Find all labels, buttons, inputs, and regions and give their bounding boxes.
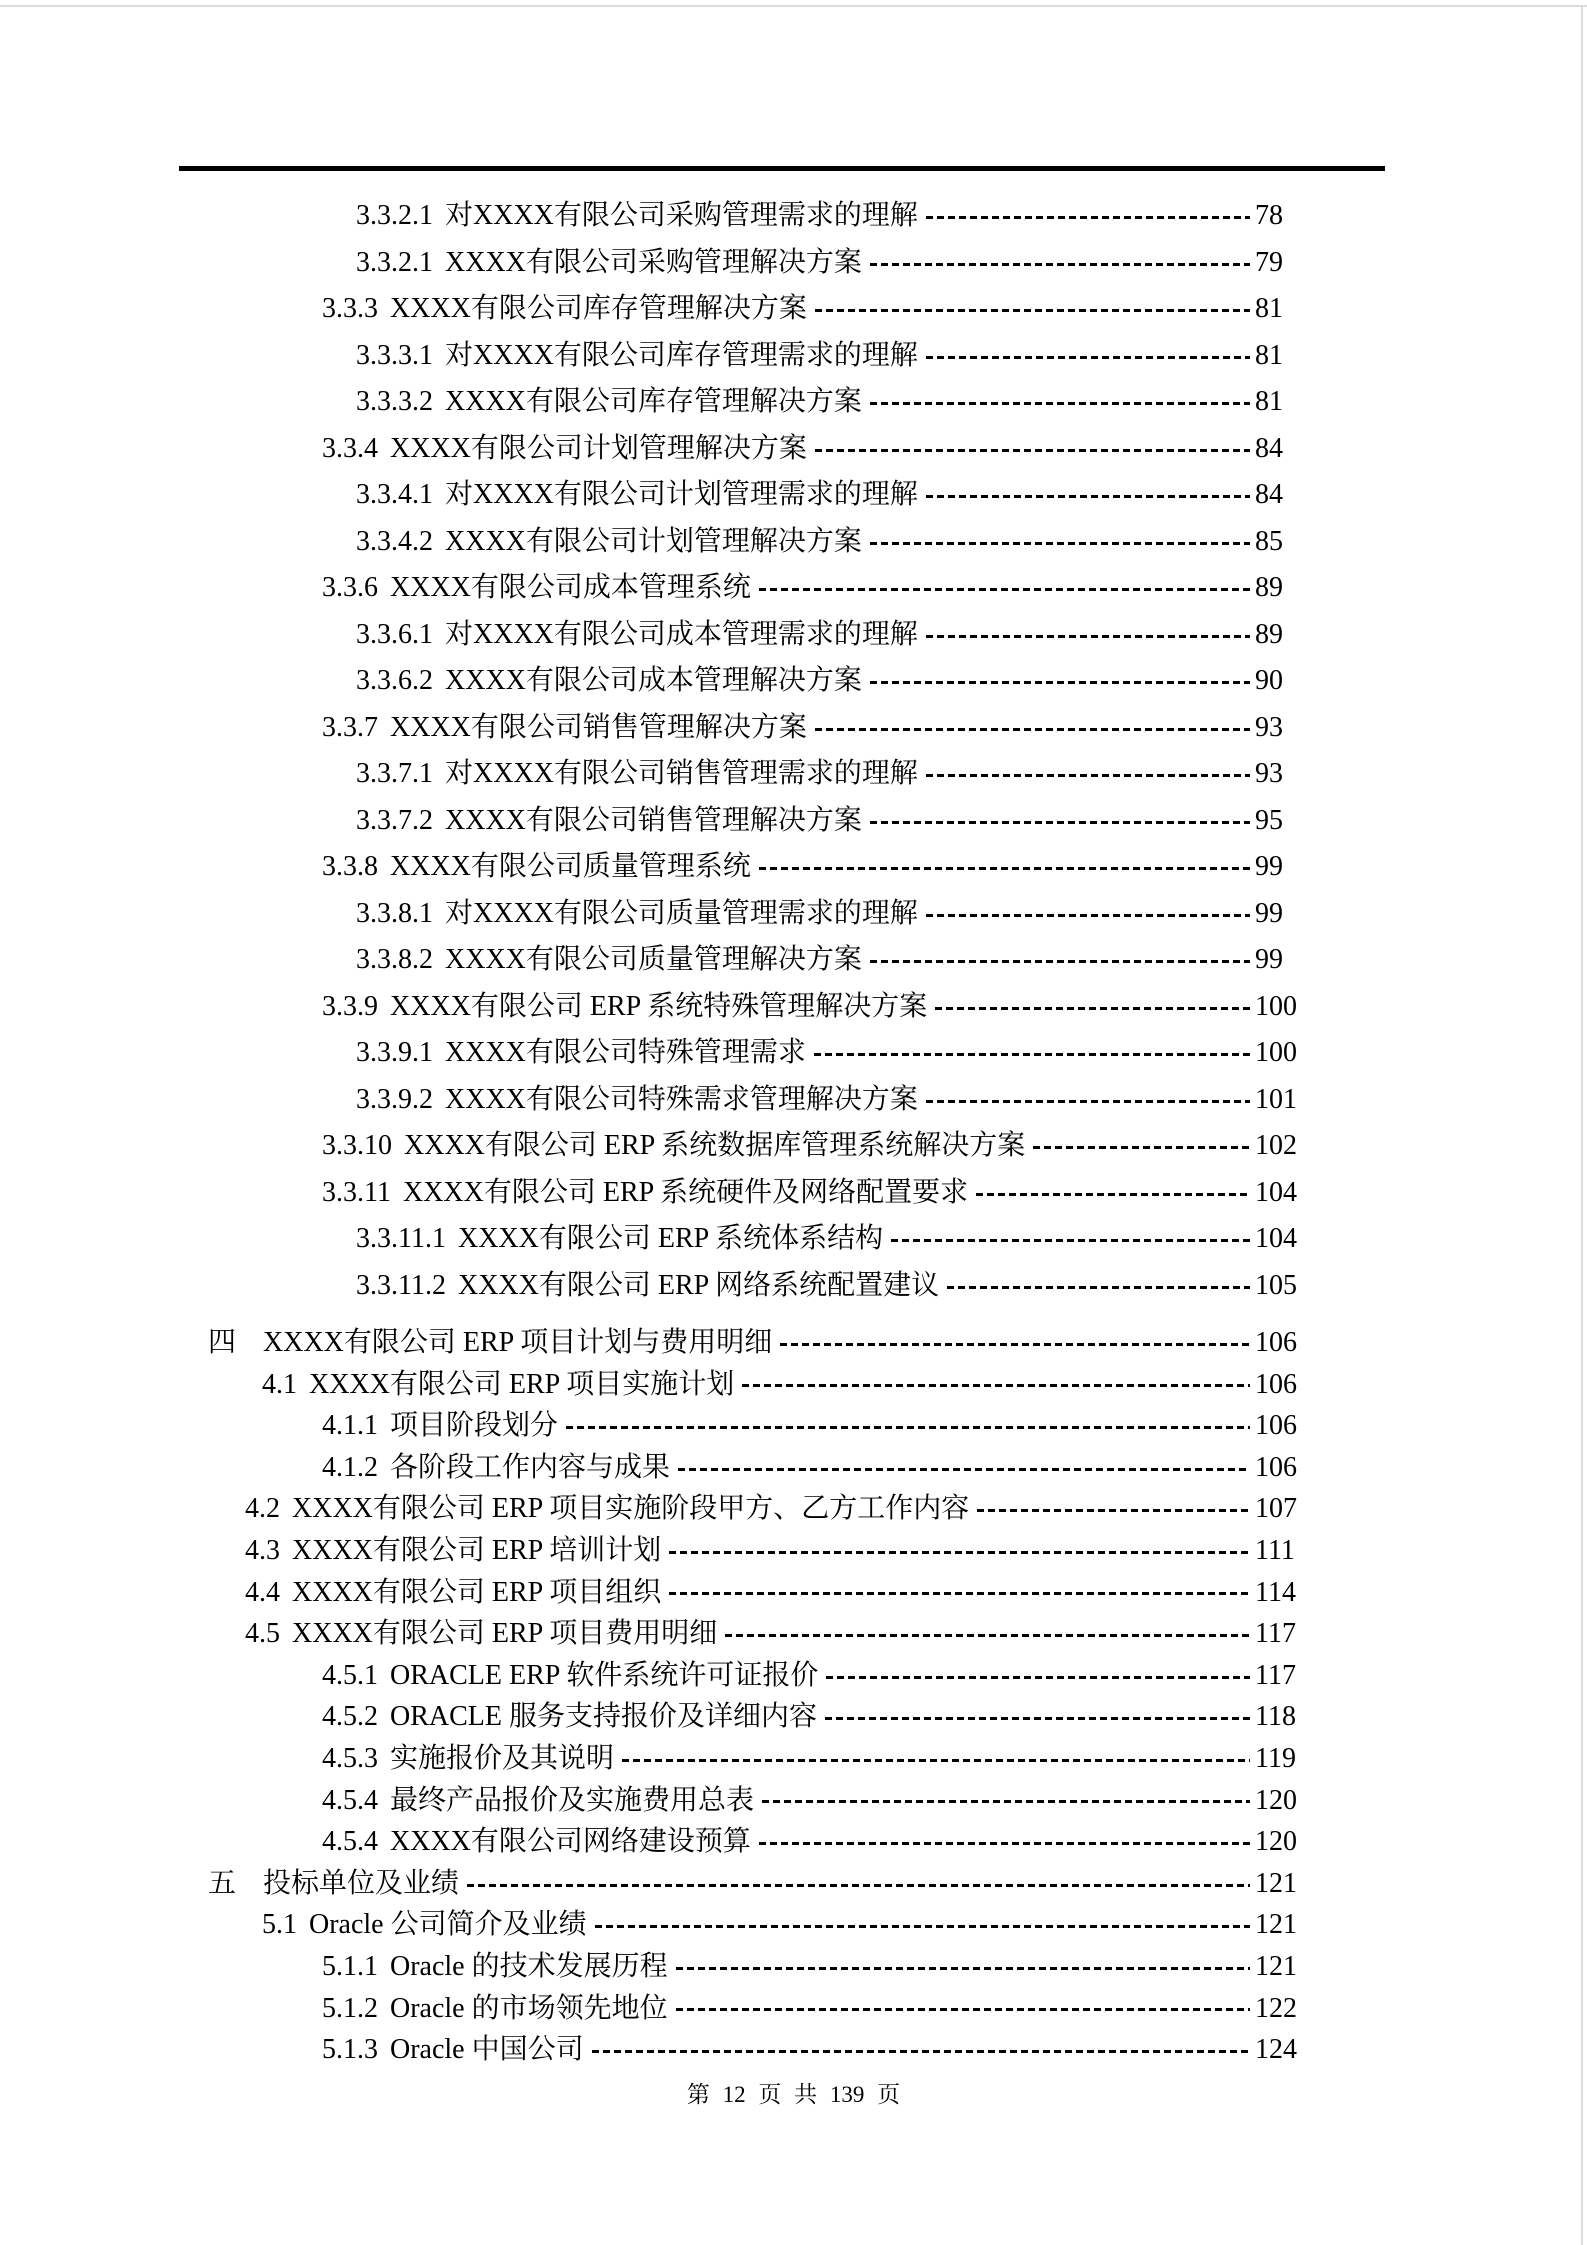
toc-entry[interactable] xyxy=(0,426,1327,473)
toc-entry-number: 4.5.4 xyxy=(322,1784,378,1816)
toc-leader-dashes xyxy=(759,565,1250,612)
toc-entry-page: 119 xyxy=(1255,1742,1296,1774)
toc-entry-page: 84 xyxy=(1255,432,1283,464)
toc-entry-number: 3.3.2.1 xyxy=(356,246,433,278)
toc-entry-number: 4.4 xyxy=(245,1576,280,1608)
toc-entry-title: XXXX有限公司成本管理系统 xyxy=(390,572,751,603)
toc-leader-dashes xyxy=(926,333,1250,380)
toc-entry[interactable] xyxy=(0,1904,1327,1946)
toc-entry-title: XXXX有限公司 ERP 系统硬件及网络配置要求 xyxy=(402,1176,969,1208)
toc-entry-page: 99 xyxy=(1255,851,1283,882)
toc-entry-page: 114 xyxy=(1255,1576,1296,1608)
toc-entry-title: XXXX有限公司特殊需求管理解决方案 xyxy=(445,1083,918,1115)
toc-leader-dashes xyxy=(1033,1123,1250,1170)
toc-entry-number: 五 xyxy=(208,1867,237,1899)
toc-entry[interactable] xyxy=(0,1123,1327,1170)
toc-entry-title: ORACLE 服务支持报价及详细内容 xyxy=(390,1701,818,1733)
toc-entry-title: XXXX有限公司库存管理解决方案 xyxy=(445,386,862,417)
toc-leader-dashes xyxy=(814,1030,1250,1077)
toc-entry[interactable] xyxy=(0,751,1327,798)
toc-entry-title: XXXX有限公司计划管理解决方案 xyxy=(390,432,807,464)
toc-entry[interactable] xyxy=(0,1613,1327,1655)
toc-leader-dashes xyxy=(870,379,1250,426)
toc-leader-dashes xyxy=(669,1530,1250,1572)
toc-leader-dashes xyxy=(467,1863,1250,1905)
toc-entry[interactable] xyxy=(0,658,1327,705)
toc-entry[interactable] xyxy=(0,891,1327,938)
toc-entry-number: 3.3.6.2 xyxy=(356,665,433,696)
toc-entry[interactable] xyxy=(0,937,1327,984)
toc-entry[interactable] xyxy=(0,1077,1327,1124)
toc-entry[interactable] xyxy=(0,1780,1327,1822)
toc-leader-dashes xyxy=(870,937,1250,984)
toc-entry-number: 3.3.8 xyxy=(322,851,378,882)
toc-leader-dashes xyxy=(566,1405,1250,1447)
toc-entry-page: 117 xyxy=(1255,1659,1296,1691)
toc-leader-dashes xyxy=(935,984,1250,1031)
toc-entry-number: 3.3.7.1 xyxy=(356,758,433,789)
toc-entry[interactable] xyxy=(0,612,1327,659)
toc-entry-page: 120 xyxy=(1255,1826,1297,1858)
toc-entry-page: 120 xyxy=(1255,1784,1297,1816)
toc-entry-page: 106 xyxy=(1255,1327,1297,1358)
toc-entry-number: 3.3.9 xyxy=(322,990,378,1022)
toc-entry-number: 3.3.4 xyxy=(322,432,378,464)
toc-entry-title: XXXX有限公司 ERP 项目计划与费用明细 xyxy=(263,1327,773,1358)
toc-leader-dashes xyxy=(976,1170,1250,1217)
toc-entry-page: 93 xyxy=(1255,711,1283,743)
toc-entry-title: XXXX有限公司 ERP 系统数据库管理系统解决方案 xyxy=(404,1130,1026,1161)
toc-leader-dashes xyxy=(926,1077,1250,1124)
toc-entry-number: 5.1.2 xyxy=(322,1992,378,2024)
toc-entry-title: Oracle 中国公司 xyxy=(390,2034,584,2066)
toc-entry-number: 3.3.3.2 xyxy=(356,386,433,417)
toc-leader-dashes xyxy=(926,193,1250,240)
toc-entry-title: 对XXXX有限公司计划管理需求的理解 xyxy=(445,479,918,510)
toc-leader-dashes xyxy=(595,1904,1250,1946)
toc-entry-page: 122 xyxy=(1255,1992,1297,2024)
toc-entry-page: 121 xyxy=(1255,1950,1297,1982)
toc-leader-dashes xyxy=(676,1988,1250,2030)
toc-leader-dashes xyxy=(926,612,1250,659)
toc-entry-title: Oracle 的市场领先地位 xyxy=(390,1992,668,2024)
toc-entry-page: 121 xyxy=(1255,1909,1297,1941)
toc-entry-title: XXXX有限公司采购管理解决方案 xyxy=(445,246,862,278)
toc-entry-number: 3.3.3 xyxy=(322,293,378,324)
toc-entry-page: 79 xyxy=(1255,246,1283,278)
toc-entry[interactable] xyxy=(0,1488,1327,1530)
toc-entry-page: 93 xyxy=(1255,758,1283,789)
toc-leader-dashes xyxy=(780,1322,1250,1364)
toc-leader-dashes xyxy=(926,472,1250,519)
toc-entry[interactable] xyxy=(0,1216,1327,1263)
toc-entry-number: 4.1 xyxy=(262,1368,297,1400)
toc-entry-number: 3.3.10 xyxy=(322,1130,392,1161)
toc-entry[interactable] xyxy=(0,1696,1327,1738)
toc-entry-number: 4.5.2 xyxy=(322,1701,378,1733)
toc-entry-page: 81 xyxy=(1255,339,1283,371)
toc-entry-title: Oracle 的技术发展历程 xyxy=(390,1950,668,1982)
toc-entry-title: XXXX有限公司 ERP 系统体系结构 xyxy=(457,1223,884,1254)
toc-entry-page: 121 xyxy=(1255,1867,1297,1899)
toc-entry-page: 81 xyxy=(1255,386,1283,417)
toc-entry-title: 实施报价及其说明 xyxy=(390,1742,615,1774)
toc-entry[interactable] xyxy=(0,1447,1327,1489)
toc-leader-dashes xyxy=(725,1613,1250,1655)
toc-entry-number: 3.3.8.1 xyxy=(356,897,433,929)
toc-entry-page: 124 xyxy=(1255,2034,1297,2066)
toc-entry-title: 对XXXX有限公司成本管理需求的理解 xyxy=(445,618,918,650)
toc-entry-number: 四 xyxy=(208,1327,237,1358)
toc-entry-title: XXXX有限公司 ERP 培训计划 xyxy=(292,1534,662,1566)
toc-leader-dashes xyxy=(947,1263,1250,1310)
scan-edge-top xyxy=(0,5,1587,7)
toc-entry-title: XXXX有限公司 ERP 网络系统配置建议 xyxy=(457,1269,940,1301)
toc-entry-title: XXXX有限公司网络建设预算 xyxy=(390,1826,751,1858)
toc-leader-dashes xyxy=(669,1572,1250,1614)
toc-leader-dashes xyxy=(815,426,1250,473)
toc-entry-page: 100 xyxy=(1255,1037,1297,1068)
toc-entry-number: 3.3.7 xyxy=(322,711,378,743)
toc-entry-number: 3.3.11.1 xyxy=(356,1223,446,1254)
toc-entry-page: 89 xyxy=(1255,618,1283,650)
toc-entry-title: XXXX有限公司 ERP 系统特殊管理解决方案 xyxy=(390,990,928,1022)
toc-entry[interactable] xyxy=(0,333,1327,380)
toc-entry[interactable] xyxy=(0,705,1327,752)
toc-entry-title: 投标单位及业绩 xyxy=(263,1867,460,1899)
toc-entry-page: 106 xyxy=(1255,1410,1297,1442)
toc-entry[interactable] xyxy=(0,1405,1327,1447)
scan-edge-right xyxy=(1581,5,1583,2245)
toc-leader-dashes xyxy=(742,1364,1250,1406)
toc-entry-title: XXXX有限公司计划管理解决方案 xyxy=(445,525,862,557)
toc-entry-page: 111 xyxy=(1255,1534,1295,1566)
toc-entry-page: 81 xyxy=(1255,293,1283,324)
toc-leader-dashes xyxy=(815,705,1250,752)
toc-entry[interactable] xyxy=(0,2029,1327,2071)
toc-entry-page: 100 xyxy=(1255,990,1297,1022)
toc-entry-page: 90 xyxy=(1255,665,1283,696)
toc-entry-number: 3.3.4.1 xyxy=(356,479,433,510)
toc-leader-dashes xyxy=(815,286,1250,333)
toc-entry[interactable] xyxy=(0,984,1327,1031)
toc-entry[interactable] xyxy=(0,1030,1327,1077)
toc-leader-dashes xyxy=(622,1738,1250,1780)
toc-entry[interactable] xyxy=(0,1738,1327,1780)
toc-entry[interactable] xyxy=(0,1322,1327,1364)
toc-entry-title: XXXX有限公司销售管理解决方案 xyxy=(390,711,807,743)
toc-entry-title: ORACLE ERP 软件系统许可证报价 xyxy=(390,1659,819,1691)
toc-entry-number: 4.2 xyxy=(245,1493,280,1525)
toc-entry-number: 4.1.1 xyxy=(322,1410,378,1442)
toc-entry[interactable] xyxy=(0,472,1327,519)
toc-entry-page: 85 xyxy=(1255,525,1283,557)
toc-entry[interactable] xyxy=(0,1572,1327,1614)
toc-entry-number: 4.5.4 xyxy=(322,1826,378,1858)
toc-entry-title: XXXX有限公司质量管理解决方案 xyxy=(445,944,862,975)
toc-leader-dashes xyxy=(870,519,1250,566)
toc-entry-number: 3.3.7.2 xyxy=(356,804,433,836)
toc-section-lower xyxy=(0,1322,1327,2071)
toc-entry-title: XXXX有限公司特殊管理需求 xyxy=(445,1037,806,1068)
toc-entry-number: 4.5.1 xyxy=(322,1659,378,1691)
toc-entry-title: 对XXXX有限公司采购管理需求的理解 xyxy=(445,200,918,231)
toc-entry-title: 对XXXX有限公司销售管理需求的理解 xyxy=(445,758,918,789)
toc-entry-title: 项目阶段划分 xyxy=(390,1410,559,1442)
toc-entry-title: XXXX有限公司 ERP 项目实施阶段甲方、乙方工作内容 xyxy=(292,1493,970,1525)
toc-entry-title: XXXX有限公司销售管理解决方案 xyxy=(445,804,862,836)
toc-leader-dashes xyxy=(870,240,1250,287)
toc-entry-title: XXXX有限公司质量管理系统 xyxy=(390,851,751,882)
toc-entry[interactable] xyxy=(0,565,1327,612)
toc-entry-page: 89 xyxy=(1255,572,1283,603)
page-footer xyxy=(0,2076,1587,2109)
toc-entry[interactable] xyxy=(0,1988,1327,2030)
toc-entry-page: 104 xyxy=(1255,1223,1297,1254)
header-rule xyxy=(179,166,1385,171)
toc-entry[interactable] xyxy=(0,1530,1327,1572)
toc-entry-number: 3.3.9.1 xyxy=(356,1037,433,1068)
toc-entry-number: 5.1.3 xyxy=(322,2034,378,2066)
page-number-text: 第 12 页 共 139 页 xyxy=(686,2082,901,2107)
toc-entry[interactable] xyxy=(0,1170,1327,1217)
toc-entry-number: 3.3.3.1 xyxy=(356,339,433,371)
toc-entry-number: 5.1 xyxy=(262,1909,297,1941)
toc-leader-dashes xyxy=(870,658,1250,705)
toc-entry-page: 101 xyxy=(1255,1083,1297,1115)
toc-entry[interactable] xyxy=(0,240,1327,287)
toc-entry[interactable] xyxy=(0,1821,1327,1863)
toc-entry-number: 4.3 xyxy=(245,1534,280,1566)
toc-entry-number: 3.3.4.2 xyxy=(356,525,433,557)
toc-entry-page: 107 xyxy=(1255,1493,1297,1525)
toc-entry-page: 84 xyxy=(1255,479,1283,510)
toc-leader-dashes xyxy=(977,1488,1250,1530)
toc-entry[interactable] xyxy=(0,1263,1327,1310)
toc-entry-number: 5.1.1 xyxy=(322,1950,378,1982)
toc-entry-page: 106 xyxy=(1255,1368,1297,1400)
toc-entry[interactable] xyxy=(0,1863,1327,1905)
toc-leader-dashes xyxy=(678,1447,1250,1489)
toc-entry-number: 4.5 xyxy=(245,1618,280,1650)
toc-entry[interactable] xyxy=(0,1946,1327,1988)
toc-entry[interactable] xyxy=(0,844,1327,891)
toc-entry[interactable] xyxy=(0,379,1327,426)
toc-entry-number: 4.5.3 xyxy=(322,1742,378,1774)
toc-leader-dashes xyxy=(926,891,1250,938)
toc-entry-title: XXXX有限公司 ERP 项目实施计划 xyxy=(309,1368,735,1400)
toc-entry-title: 对XXXX有限公司库存管理需求的理解 xyxy=(445,339,918,371)
toc-section-upper xyxy=(0,193,1327,1309)
toc-entry-page: 105 xyxy=(1255,1269,1297,1301)
toc-entry[interactable] xyxy=(0,1655,1327,1697)
toc-entry-number: 3.3.6 xyxy=(322,572,378,603)
toc-entry-number: 4.1.2 xyxy=(322,1451,378,1483)
toc-entry-page: 99 xyxy=(1255,944,1283,975)
toc-entry-page: 106 xyxy=(1255,1451,1297,1483)
toc-entry-title: 最终产品报价及实施费用总表 xyxy=(390,1784,755,1816)
toc-entry-page: 95 xyxy=(1255,804,1283,836)
toc-entry-title: XXXX有限公司库存管理解决方案 xyxy=(390,293,807,324)
toc-entry[interactable] xyxy=(0,286,1327,333)
toc-entry[interactable] xyxy=(0,519,1327,566)
toc-entry-page: 117 xyxy=(1255,1618,1296,1650)
toc-leader-dashes xyxy=(825,1696,1250,1738)
toc-leader-dashes xyxy=(762,1780,1250,1822)
toc-leader-dashes xyxy=(926,751,1250,798)
toc-entry-page: 102 xyxy=(1255,1130,1297,1161)
toc-leader-dashes xyxy=(676,1946,1250,1988)
toc-leader-dashes xyxy=(826,1655,1250,1697)
toc-entry[interactable] xyxy=(0,798,1327,845)
toc-leader-dashes xyxy=(870,798,1250,845)
toc-leader-dashes xyxy=(891,1216,1250,1263)
toc-entry-title: XXXX有限公司 ERP 项目组织 xyxy=(292,1576,662,1608)
toc-entry-number: 3.3.11.2 xyxy=(356,1269,446,1301)
toc-entry-page: 78 xyxy=(1255,200,1283,231)
toc-leader-dashes xyxy=(759,1821,1250,1863)
toc-leader-dashes xyxy=(592,2029,1250,2071)
toc-entry-number: 3.3.2.1 xyxy=(356,200,433,231)
toc-entry-number: 3.3.6.1 xyxy=(356,618,433,650)
toc-entry[interactable] xyxy=(0,1364,1327,1406)
toc-entry-number: 3.3.11 xyxy=(322,1176,391,1208)
toc-entry-page: 118 xyxy=(1255,1701,1296,1733)
toc-entry-number: 3.3.8.2 xyxy=(356,944,433,975)
toc-leader-dashes xyxy=(759,844,1250,891)
toc-entry-number: 3.3.9.2 xyxy=(356,1083,433,1115)
toc-entry-title: 对XXXX有限公司质量管理需求的理解 xyxy=(445,897,918,929)
toc-entry-title: XXXX有限公司 ERP 项目费用明细 xyxy=(292,1618,718,1650)
toc-entry[interactable] xyxy=(0,193,1327,240)
toc-entry-title: XXXX有限公司成本管理解决方案 xyxy=(445,665,862,696)
toc-entry-page: 104 xyxy=(1255,1176,1297,1208)
toc-entry-page: 99 xyxy=(1255,897,1283,929)
toc-entry-title: Oracle 公司简介及业绩 xyxy=(309,1909,587,1941)
toc-entry-title: 各阶段工作内容与成果 xyxy=(390,1451,671,1483)
